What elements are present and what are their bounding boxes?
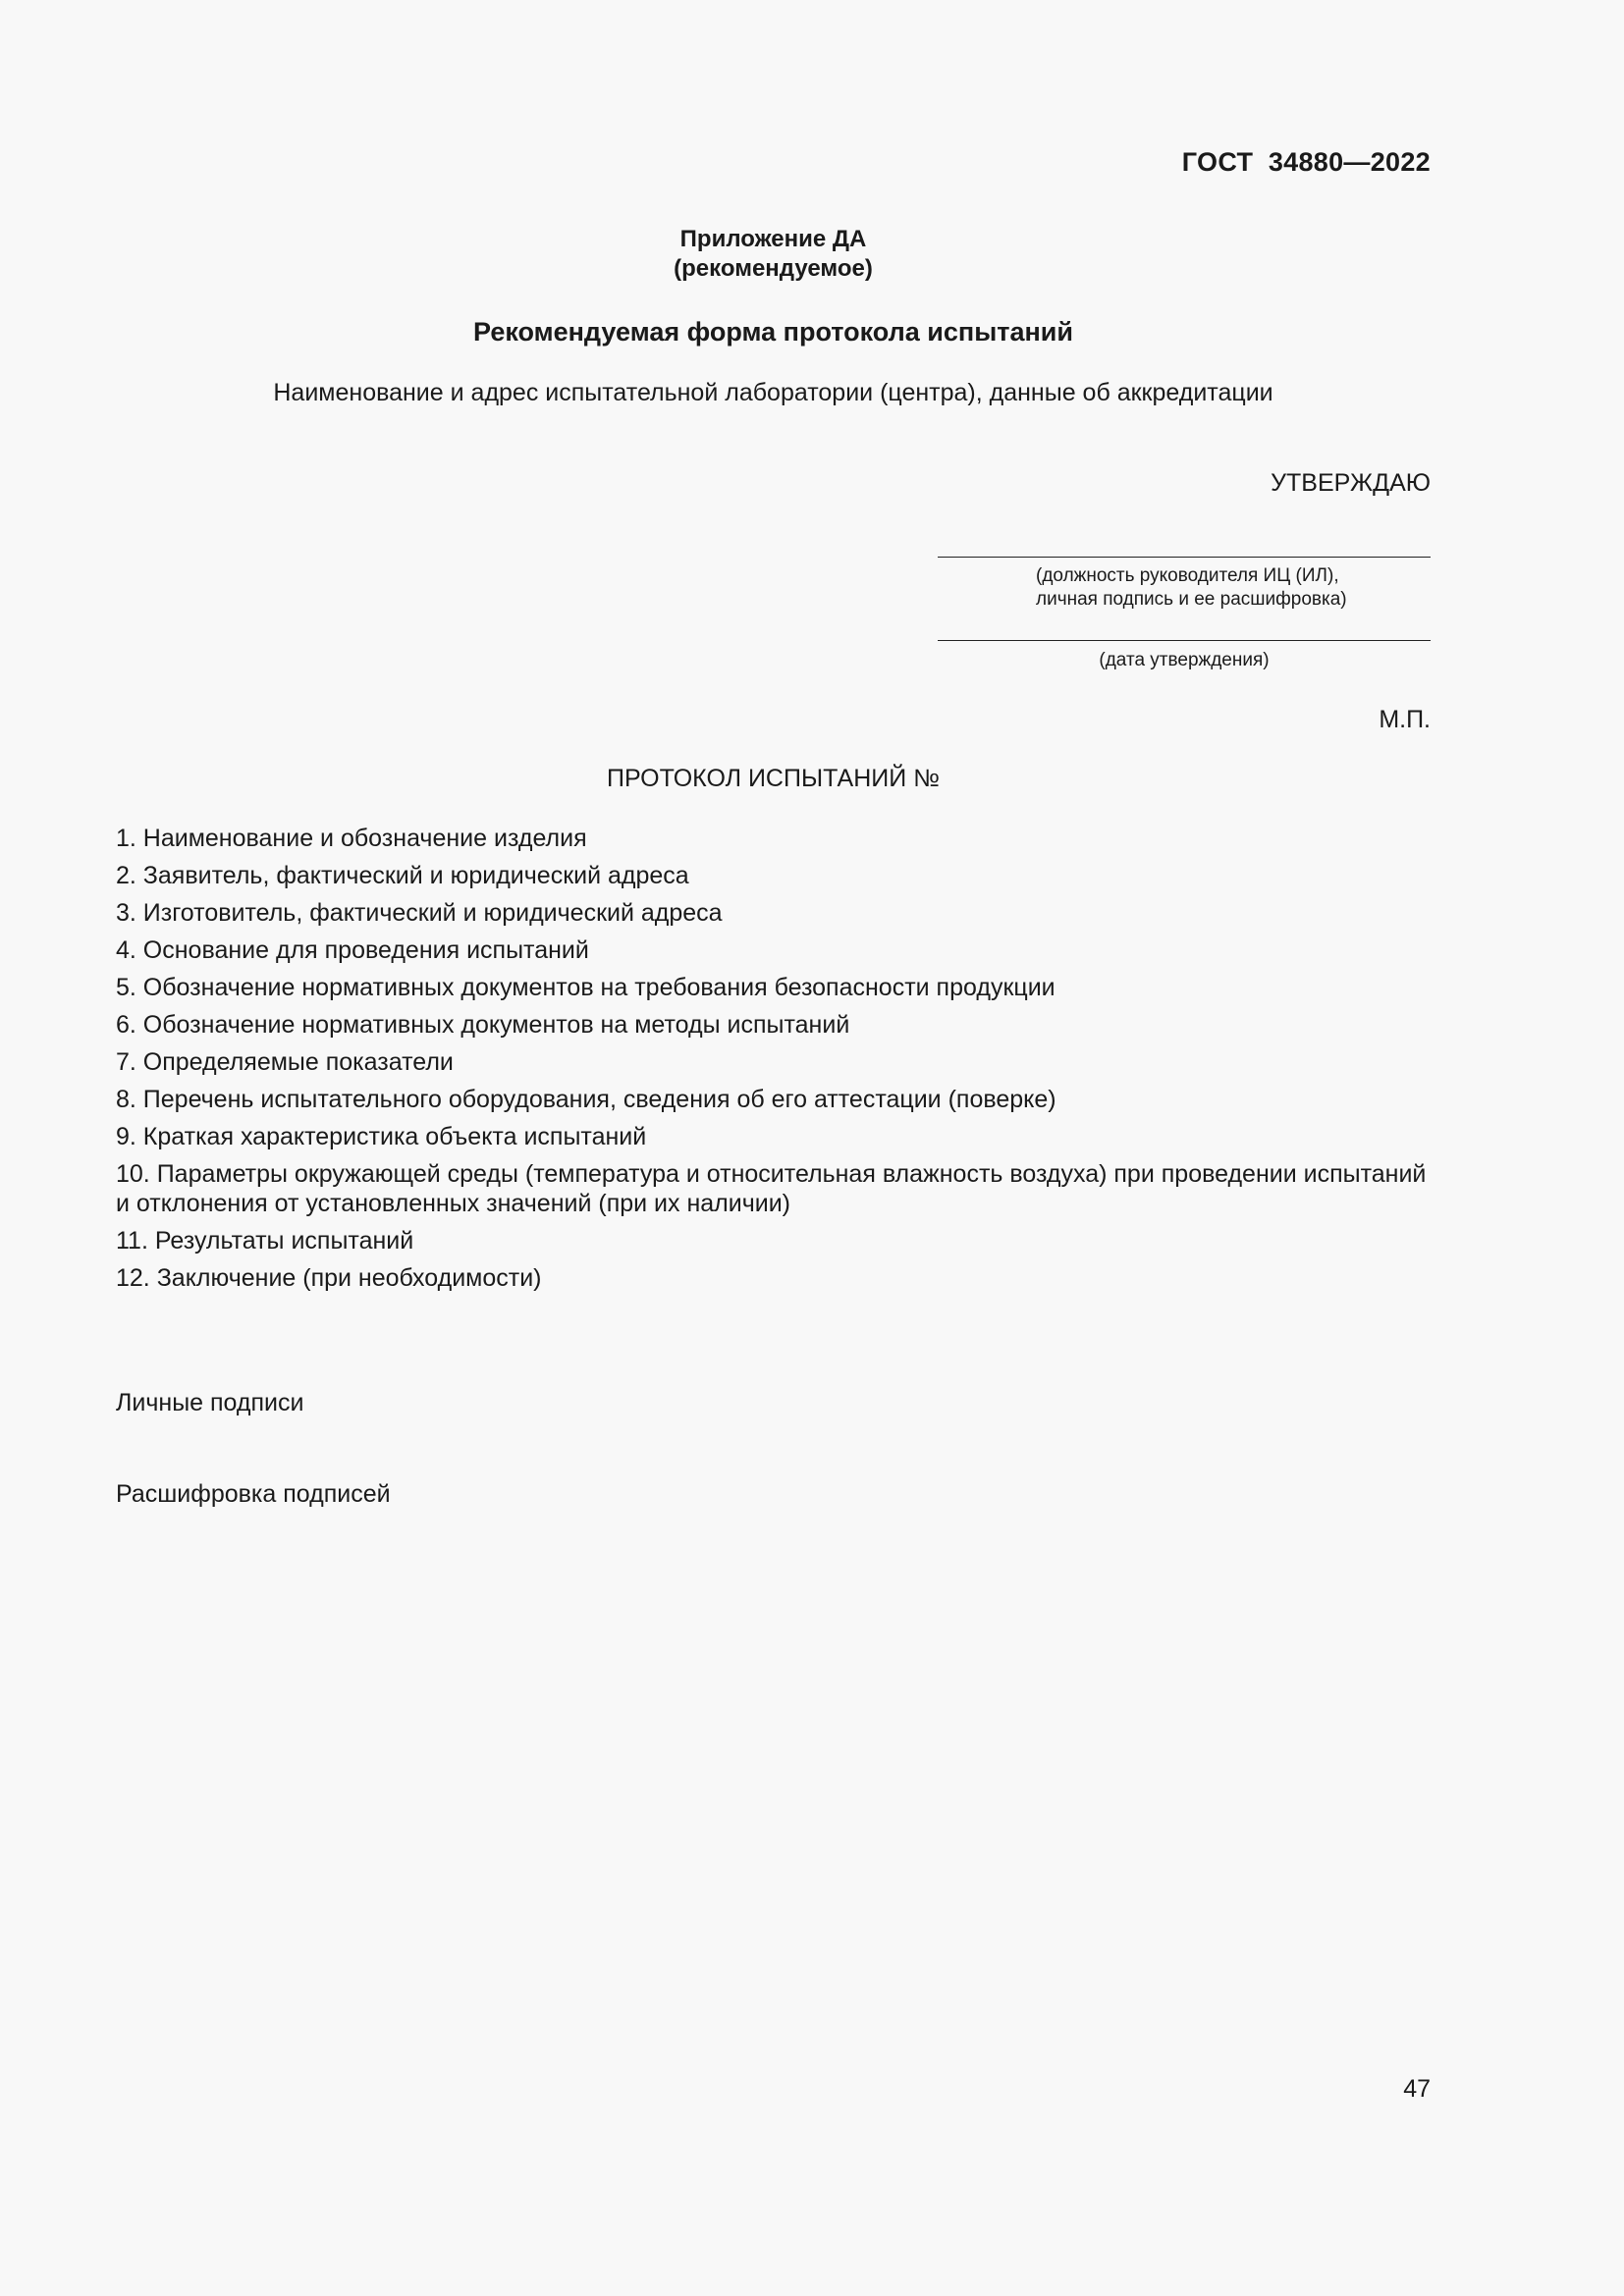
signature-line	[938, 557, 1431, 558]
protocol-title: ПРОТОКОЛ ИСПЫТАНИЙ №	[607, 765, 940, 792]
list-item: 7. Определяемые показатели	[116, 1048, 454, 1076]
date-caption: (дата утверждения)	[1099, 650, 1270, 670]
list-item: 12. Заключение (при необходимости)	[116, 1264, 542, 1292]
list-item: 8. Перечень испытательного оборудования, сведения об его аттестации (поверке)	[116, 1086, 1056, 1113]
page-number: 47	[1403, 2075, 1431, 2103]
list-item: 1. Наименование и обозначение изделия	[116, 825, 587, 852]
list-item: 11. Результаты испытаний	[116, 1227, 414, 1255]
list-item: 3. Изготовитель, фактический и юридический адреса	[116, 899, 723, 927]
protocol-items	[116, 824, 1432, 1301]
personal-signatures-label: Личные подписи	[116, 1389, 304, 1416]
list-item: 5. Обозначение нормативных документов на требования безопасности продукции	[116, 974, 1056, 1001]
list-item: 9. Краткая характеристика объекта испытаний	[116, 1123, 647, 1150]
list-item: 6. Обозначение нормативных документов на методы испытаний	[116, 1011, 850, 1039]
list-item: 10. Параметры окружающей среды (температура и относительная влажность воздуха) при проведении испытаний и отклонения от установленных значений (при их наличии)	[116, 1160, 1427, 1217]
lab-info-line: Наименование и адрес испытательной лаборатории (центра), данные об аккредитации	[273, 379, 1273, 406]
document-code: ГОСТ 34880—2022	[1181, 147, 1431, 177]
position-caption-line-1: (должность руководителя ИЦ (ИЛ),	[1036, 565, 1339, 586]
list-item: 4. Основание для проведения испытаний	[116, 936, 589, 964]
form-title: Рекомендуемая форма протокола испытаний	[472, 317, 1073, 347]
date-line	[938, 640, 1431, 641]
appendix-heading	[0, 225, 1546, 284]
stamp-label: М.П.	[1379, 706, 1431, 733]
appendix-status: (рекомендуемое)	[674, 255, 873, 282]
approval-label: УТВЕРЖДАЮ	[1271, 469, 1431, 497]
signature-decode-label: Расшифровка подписей	[116, 1480, 391, 1508]
list-item: 2. Заявитель, фактический и юридический адреса	[116, 862, 689, 889]
position-caption	[1036, 564, 1347, 612]
position-caption-line-2: личная подпись и ее расшифровка)	[1036, 589, 1347, 610]
appendix-title: Приложение ДА	[679, 226, 867, 252]
